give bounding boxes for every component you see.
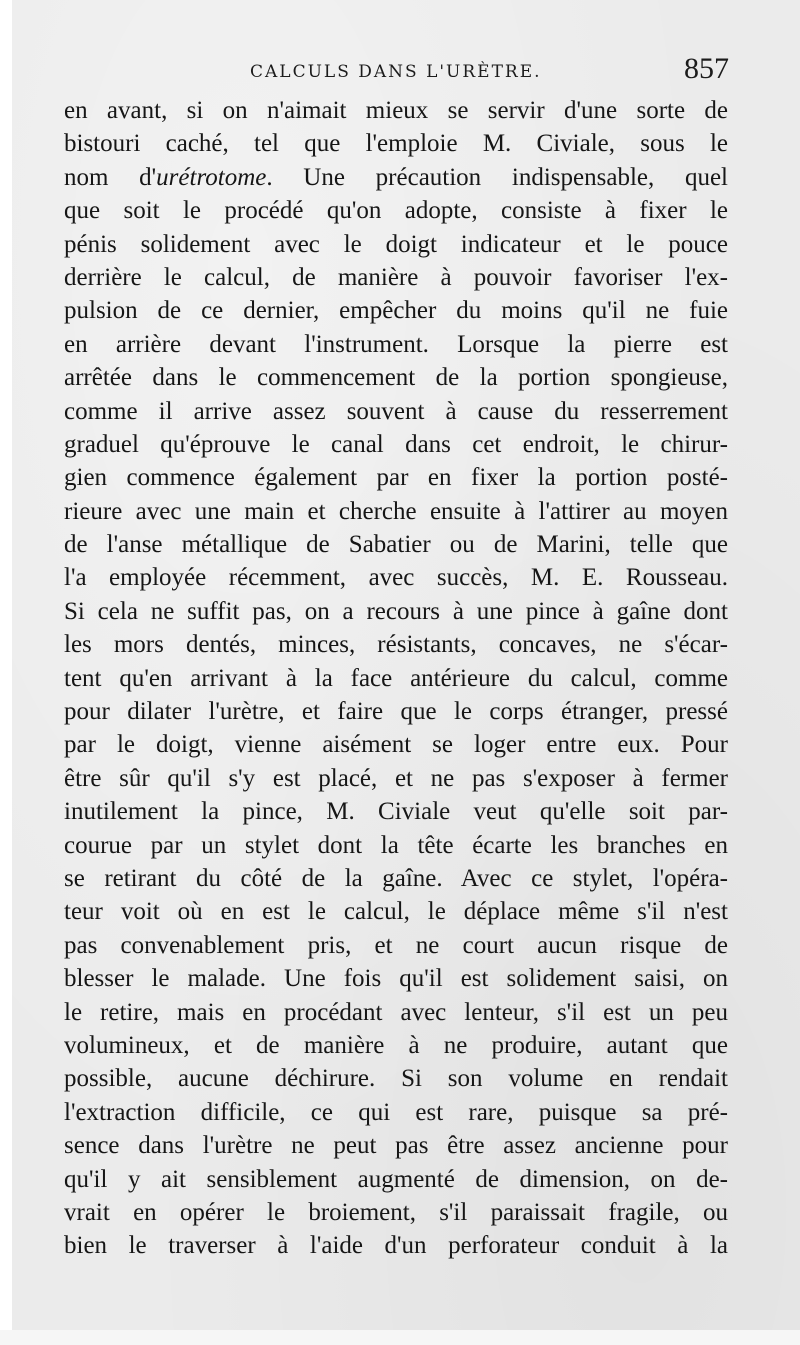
scan-margin-bottom	[0, 1330, 800, 1345]
text-line: vrait en opérer le broiement, s'il paraissait fragile, ou	[64, 1198, 728, 1226]
text-line: comme il arrive assez souvent à cause du resserrement	[64, 397, 728, 425]
text-line: possible, aucune déchirure. Si son volume en rendait	[64, 1065, 728, 1093]
text-line: tent qu'en arrivant à la face antérieure du calcul, comme	[64, 664, 728, 692]
text-line: par le doigt, vienne aisément se loger entre eux. Pour	[64, 731, 728, 759]
text-line	[64, 161, 728, 194]
text-line: derrière le calcul, de manière à pouvoir favoriser l'ex-	[64, 263, 728, 291]
text-segment: nom d'	[64, 163, 157, 191]
text-line: de l'anse métallique de Sabatier ou de Marini, telle que	[64, 531, 728, 559]
running-head	[0, 52, 800, 92]
text-line: gien commence également par en fixer la portion posté-	[64, 464, 728, 492]
text-line: volumineux, et de manière à ne produire, autant que	[64, 1031, 728, 1059]
text-line: arrêtée dans le commencement de la portion spongieuse,	[64, 364, 728, 392]
text-line: le retire, mais en procédant avec lenteur, s'il est un peu	[64, 998, 728, 1026]
body-text	[64, 94, 728, 1263]
text-line: se retirant du côté de la gaîne. Avec ce stylet, l'opéra-	[64, 864, 728, 892]
text-line: que soit le procédé qu'on adopte, consiste à fixer le	[64, 197, 728, 225]
text-line: courue par un stylet dont la tête écarte les branches en	[64, 831, 728, 859]
text-line: bien le traverser à l'aide d'un perforateur conduit à la	[64, 1232, 728, 1260]
text-line: rieure avec une main et cherche ensuite à l'attirer au moyen	[64, 497, 728, 525]
text-line: pénis solidement avec le doigt indicateur et le pouce	[64, 230, 728, 258]
text-line: être sûr qu'il s'y est placé, et ne pas s'exposer à fermer	[64, 764, 728, 792]
text-line: qu'il y ait sensiblement augmenté de dimension, on de-	[64, 1165, 728, 1193]
text-line: teur voit où en est le calcul, le déplace même s'il n'est	[64, 898, 728, 926]
text-line: en arrière devant l'instrument. Lorsque la pierre est	[64, 330, 728, 358]
text-line: sence dans l'urètre ne peut pas être assez ancienne pour	[64, 1132, 728, 1160]
page-number: 857	[684, 52, 729, 85]
text-line: blesser le malade. Une fois qu'il est solidement saisi, on	[64, 965, 728, 993]
text-segment: . Une précaution indispensable, quel	[266, 163, 728, 191]
scan-margin-left	[0, 0, 12, 1345]
italic-term: urétrotome	[156, 163, 267, 191]
text-line: inutilement la pince, M. Civiale veut qu'elle soit par-	[64, 798, 728, 826]
text-line: l'a employée récemment, avec succès, M. E. Rousseau.	[64, 564, 728, 592]
running-title: CALCULS DANS L'URÈTRE.	[250, 62, 542, 82]
text-line: Si cela ne suffit pas, on a recours à une pince à gaîne dont	[64, 597, 728, 625]
text-line: pulsion de ce dernier, empêcher du moins qu'il ne fuie	[64, 297, 728, 325]
text-line: pour dilater l'urètre, et faire que le corps étranger, pressé	[64, 698, 728, 726]
text-line: graduel qu'éprouve le canal dans cet endroit, le chirur-	[64, 430, 728, 458]
text-line: en avant, si on n'aimait mieux se servir d'une sorte de	[64, 97, 728, 124]
text-line: les mors dentés, minces, résistants, concaves, ne s'écar-	[64, 631, 728, 659]
text-line: bistouri caché, tel que l'emploie M. Civiale, sous le	[64, 130, 728, 158]
text-line: l'extraction difficile, ce qui est rare, puisque sa pré-	[64, 1098, 728, 1126]
text-line: pas convenablement pris, et ne court aucun risque de	[64, 931, 728, 959]
